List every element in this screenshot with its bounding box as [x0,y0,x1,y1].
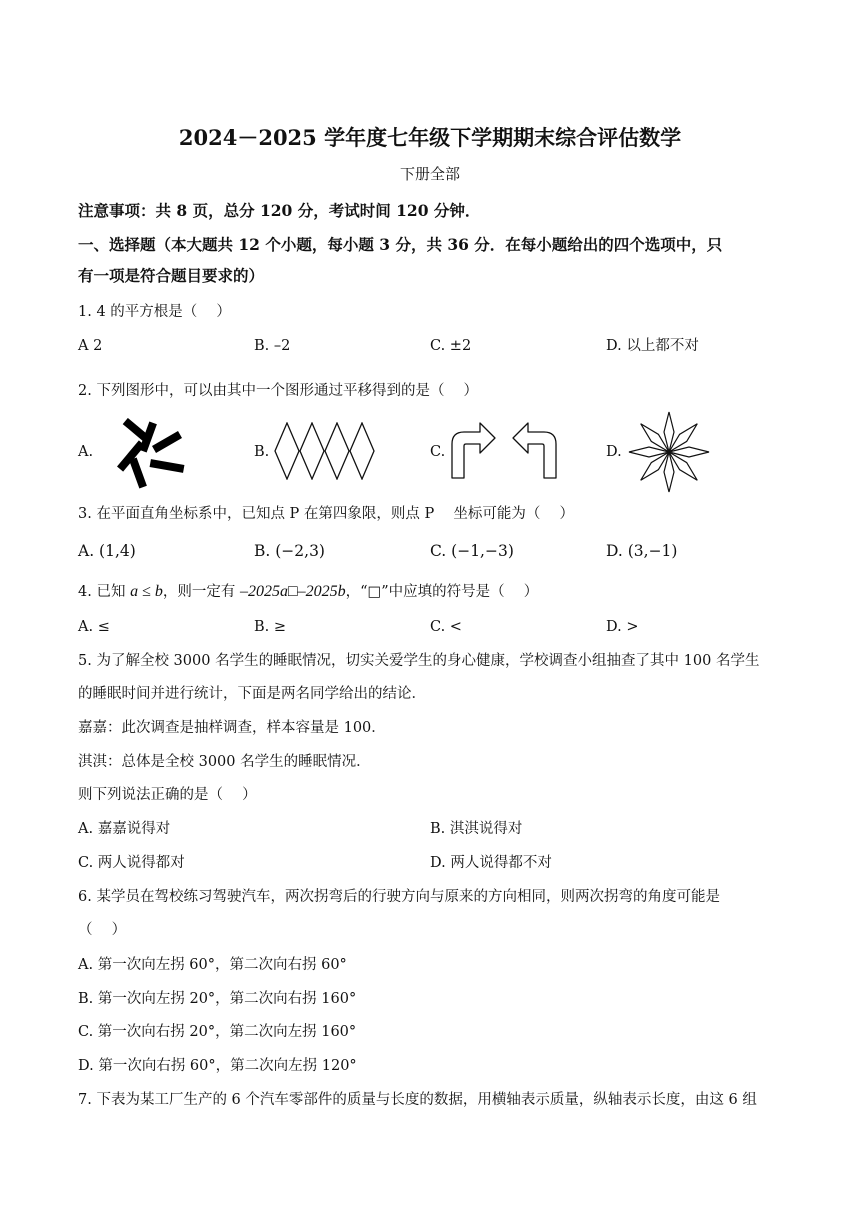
q5-option-c: C. 两人说得都对 [78,855,185,871]
q4-stem-post: ，“□”中应填的符号是（ ） [345,584,539,600]
q6-option-c: C. 第一次向右拐 20°，第二次向左拐 160° [78,1024,357,1040]
page-title: 2024－2025 学年度七年级下学期期末综合评估数学 [178,125,682,150]
q3-option-c: C. (−1,−3) [430,542,514,560]
q5-qiqi-statement: 淇淇：总体是全校 3000 名学生的睡眠情况． [78,754,371,770]
q6-option-a: A. 第一次向左拐 60°，第二次向右拐 60° [78,957,347,973]
q4-option-a: A. ≤ [78,619,110,635]
question-6-stem-line1: 6. 某学员在驾校练习驾驶汽车，两次拐弯后的行驶方向与原来的方向相同，则两次拐弯的角度可能是 [78,889,720,905]
q5-question: 则下列说法正确的是（ ） [78,787,257,803]
q2-figure-d [624,410,714,494]
question-2-stem: 2. 下列图形中，可以由其中一个图形通过平移得到的是（ ） [78,383,479,399]
q4-condition: a ≤ b [130,583,163,600]
q4-stem-pre: 4. 已知 [78,584,131,600]
q4-option-d: D. > [606,619,639,635]
q4-option-c: C. < [430,619,462,635]
q5-option-d: D. 两人说得都不对 [430,855,552,871]
notice: 注意事项：共 8 页，总分 120 分，考试时间 120 分钟． [78,201,481,220]
q1-option-a: A 2 [78,338,103,354]
q2-figure-b [274,422,384,480]
question-6-stem-line2: （ ） [78,922,127,938]
q2-label-c: C. [430,444,446,460]
question-5-stem-line1: 5. 为了解全校 3000 名学生的睡眠情况，切实关爱学生的身心健康，学校调查小组抽查了其中 100 名学生 [78,653,760,669]
q3-option-b: B. (−2,3) [254,542,325,560]
q4-stem-mid: ，则一定有 [162,584,240,600]
q3-option-d: D. (3,−1) [606,542,678,560]
q5-option-b: B. 淇淇说得对 [430,821,523,837]
q5-option-a: A. 嘉嘉说得对 [78,821,171,837]
q2-label-a: A. [78,444,94,460]
q6-option-d: D. 第一次向右拐 60°，第二次向左拐 120° [78,1058,357,1074]
q5-jiajia-statement: 嘉嘉：此次调查是抽样调查，样本容量是 100． [78,720,386,736]
page-subtitle: 下册全部 [399,165,460,183]
q4-expression: –2025a□–2025b [239,583,346,600]
question-3-stem: 3. 在平面直角坐标系中，已知点 P 在第四象限，则点 P 坐标可能为（ ） [78,506,574,522]
question-1-stem: 1. 4 的平方根是（ ） [78,304,231,320]
q2-label-b: B. [254,444,270,460]
question-4-stem [78,582,538,602]
q1-option-c: C. ±2 [430,338,472,354]
q1-option-b: B. –2 [254,338,291,354]
question-7-stem-line1: 7. 下表为某工厂生产的 6 个汽车零部件的质量与长度的数据，用横轴表示质量，纵轴表示长度，由这 6 组 [78,1092,757,1108]
q2-label-d: D. [606,444,622,460]
q6-option-b: B. 第一次向左拐 20°，第二次向右拐 160° [78,991,357,1007]
section-heading-line2: 有一项是符合题目要求的） [78,266,265,285]
q1-option-d: D. 以上都不对 [606,338,699,354]
q3-option-a: A. (1,4) [78,542,136,560]
section-heading-line1: 一、选择题（本大题共 12 个小题，每小题 3 分，共 36 分．在每小题给出的四个选项中，只 [78,235,723,254]
q2-figure-a [108,418,188,490]
question-5-stem-line2: 的睡眠时间并进行统计，下面是两名同学给出的结论． [78,686,426,702]
q2-figure-c [448,420,560,480]
q4-option-b: B. ≥ [254,619,287,635]
